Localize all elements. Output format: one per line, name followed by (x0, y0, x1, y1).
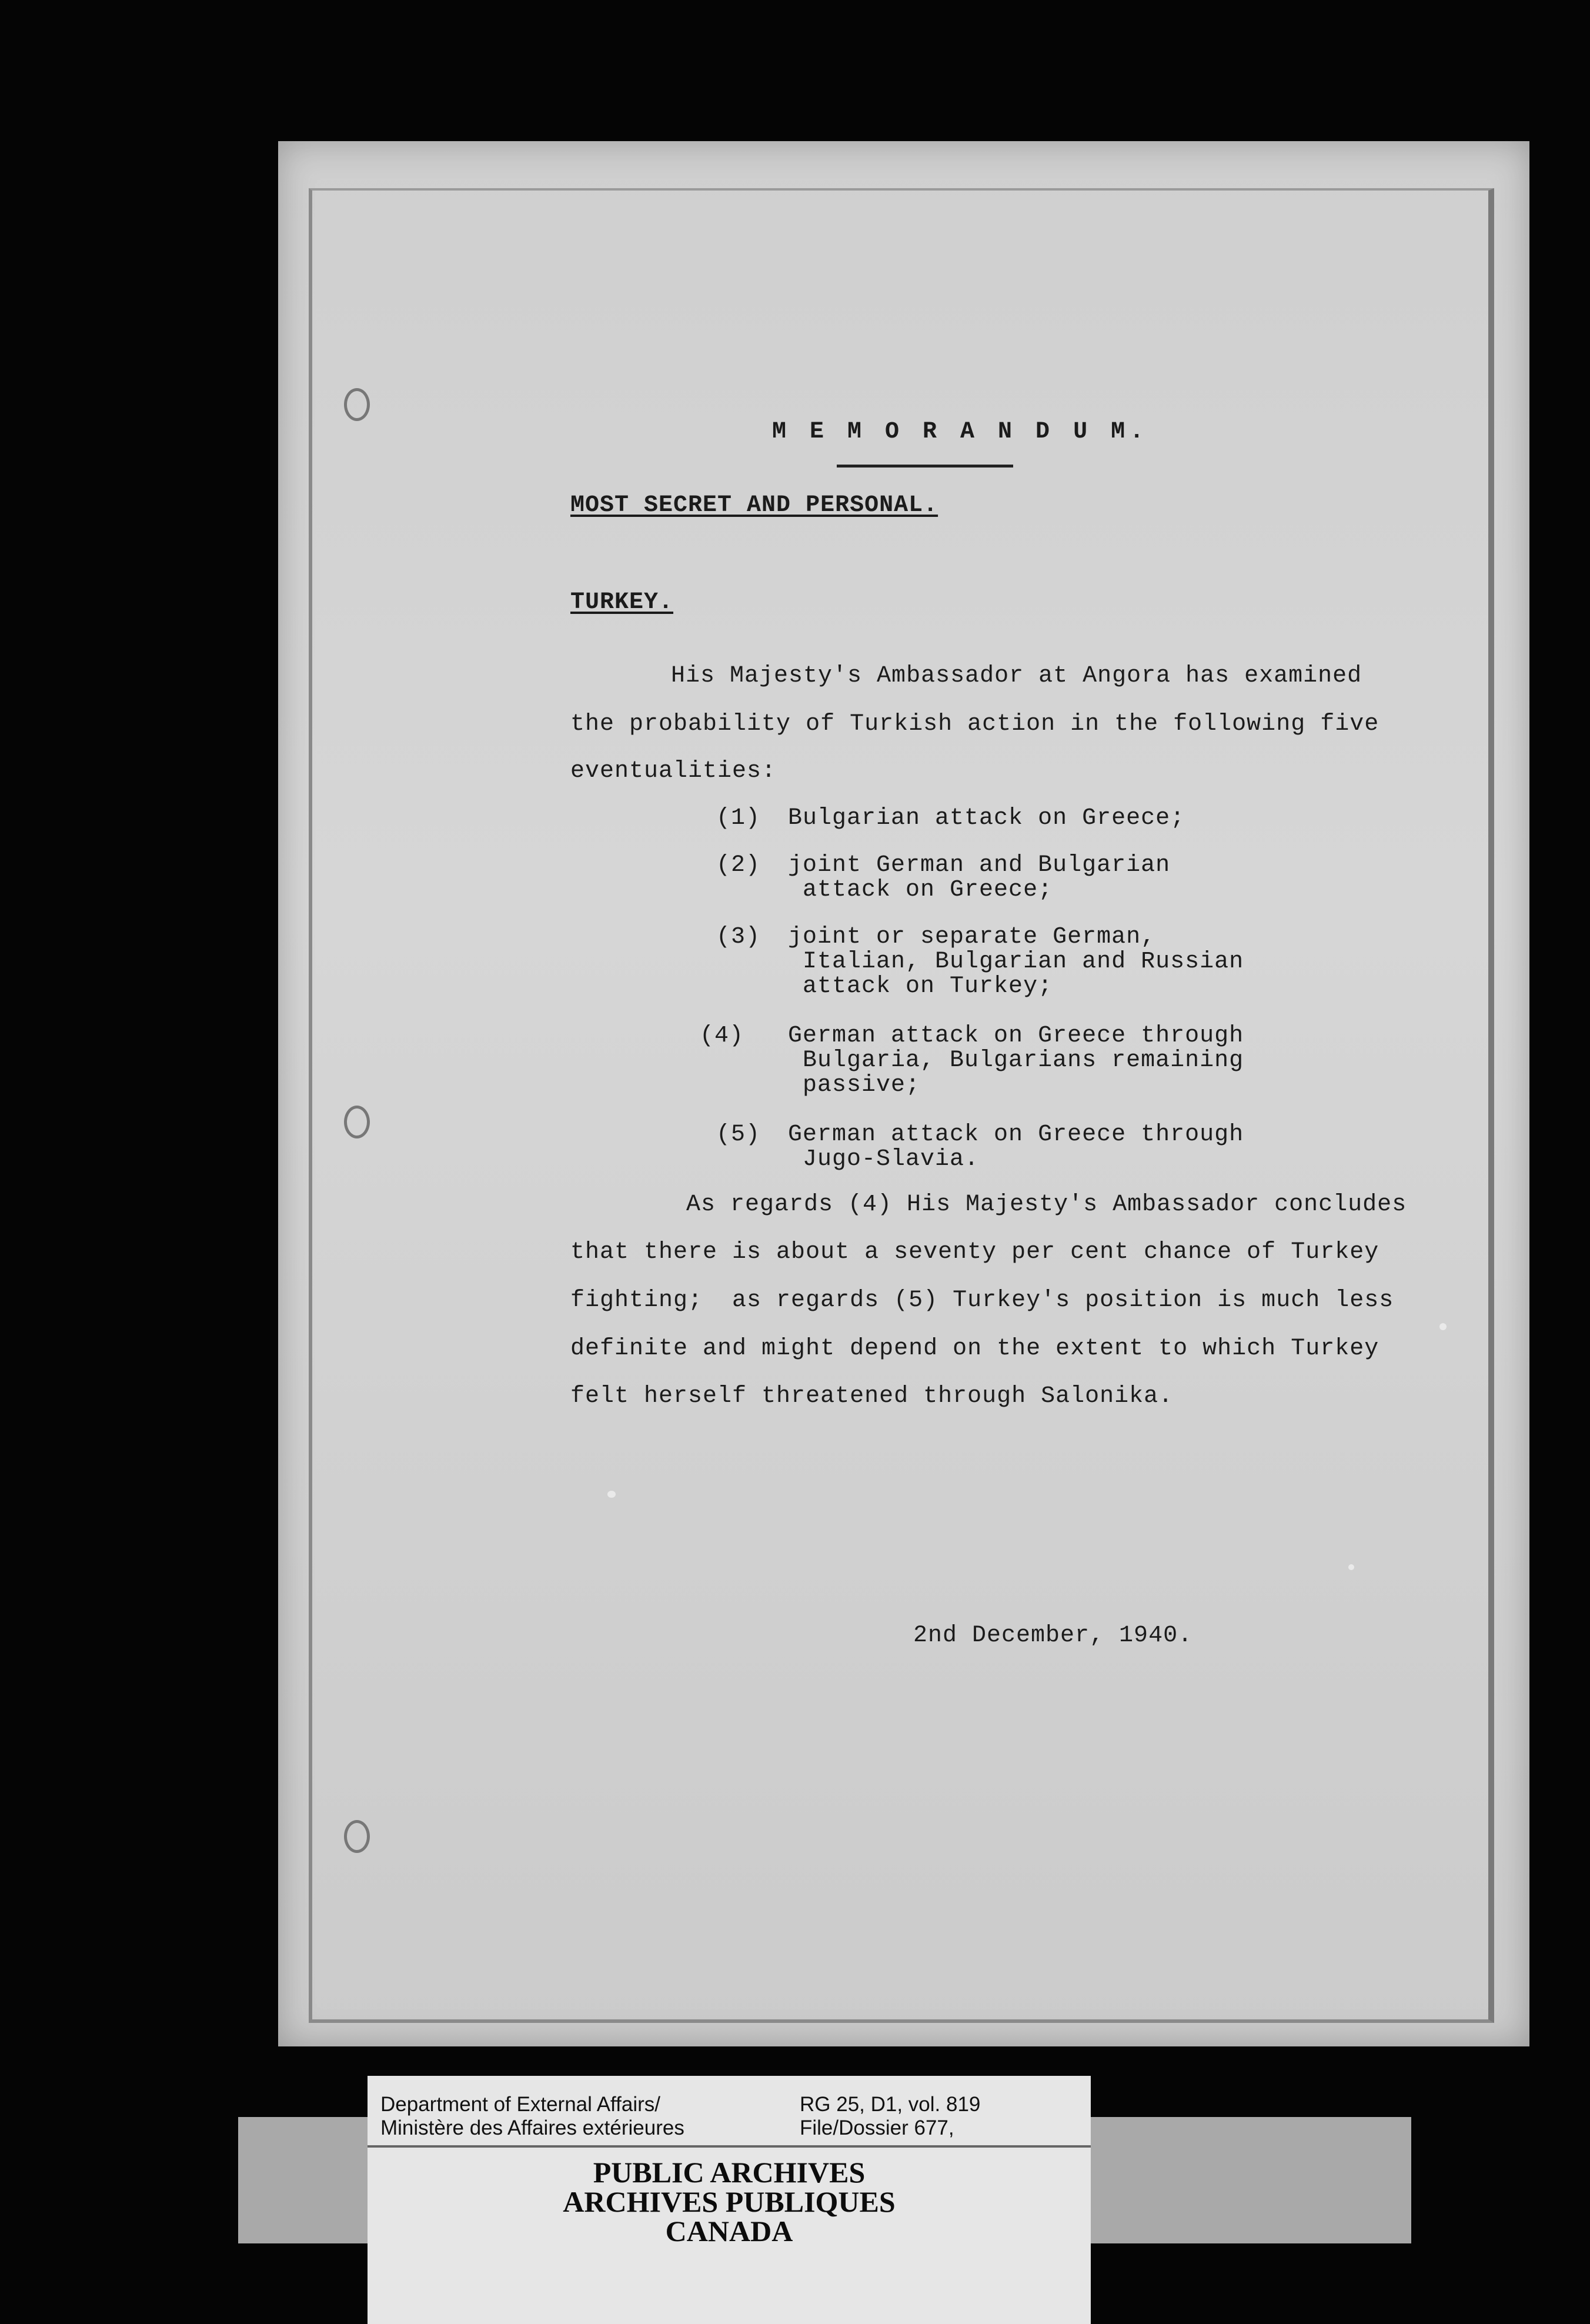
stamp-line-1: PUBLIC ARCHIVES (593, 2156, 866, 2189)
item-line: attack on Turkey; (788, 973, 1053, 1000)
label-ref-1: RG 25, D1, vol. 819 (800, 2093, 981, 2116)
intro-line: His Majesty's Ambassador at Angora has examined (671, 663, 1362, 689)
subject: TURKEY. (570, 589, 674, 616)
item-number: (4) (700, 1023, 744, 1049)
speck (607, 1491, 616, 1498)
item-number: (5) (716, 1121, 761, 1148)
label-dept-en: Department of External Affairs/ (380, 2093, 660, 2116)
item-number: (2) (716, 852, 761, 879)
item-line: Bulgaria, Bulgarians remaining (788, 1047, 1244, 1074)
label-divider (368, 2145, 1091, 2148)
item-line: Jugo-Slavia. (788, 1146, 980, 1173)
item-number: (3) (716, 924, 761, 950)
punch-hole (344, 388, 370, 421)
item-line: joint German and Bulgarian (788, 852, 1171, 879)
item-number: (1) (716, 805, 761, 832)
conclusion-line: fighting; as regards (5) Turkey's position is much less (570, 1287, 1394, 1314)
memo-page (278, 141, 1529, 2046)
page-frame (309, 188, 1494, 2023)
label-tab-left (238, 2117, 368, 2243)
conclusion-line: felt herself threatened through Salonika. (570, 1383, 1174, 1410)
intro-line: the probability of Turkish action in the following five (570, 711, 1379, 737)
speck (1439, 1323, 1447, 1330)
item-line: Bulgarian attack on Greece; (788, 805, 1185, 832)
archive-label (368, 2076, 1091, 2324)
item-line: joint or separate German, (788, 924, 1156, 950)
label-ref-2: File/Dossier 677, (800, 2116, 954, 2139)
item-line: German attack on Greece through (788, 1023, 1244, 1049)
memo-heading: M E M O R A N D U M. (772, 419, 1149, 445)
item-line: attack on Greece; (788, 877, 1053, 903)
label-tab-right (1091, 2117, 1411, 2243)
intro-line: eventualities: (570, 758, 777, 784)
classification: MOST SECRET AND PERSONAL. (570, 492, 938, 519)
conclusion-line: definite and might depend on the extent to which Turkey (570, 1335, 1379, 1362)
item-line: German attack on Greece through (788, 1121, 1244, 1148)
conclusion-line: As regards (4) His Majesty's Ambassador concludes (686, 1191, 1407, 1218)
punch-hole (344, 1106, 370, 1138)
speck (1348, 1564, 1354, 1570)
item-line: passive; (788, 1072, 921, 1098)
label-dept-fr: Ministère des Affaires extérieures (380, 2116, 684, 2139)
stamp-line-2: ARCHIVES PUBLIQUES (563, 2185, 896, 2218)
punch-hole (344, 1820, 370, 1853)
conclusion-line: that there is about a seventy per cent chance of Turkey (570, 1239, 1379, 1265)
stamp-line-3: CANADA (665, 2215, 793, 2248)
item-line: Italian, Bulgarian and Russian (788, 949, 1244, 975)
memo-date: 2nd December, 1940. (913, 1622, 1193, 1649)
heading-rule (837, 465, 1013, 468)
